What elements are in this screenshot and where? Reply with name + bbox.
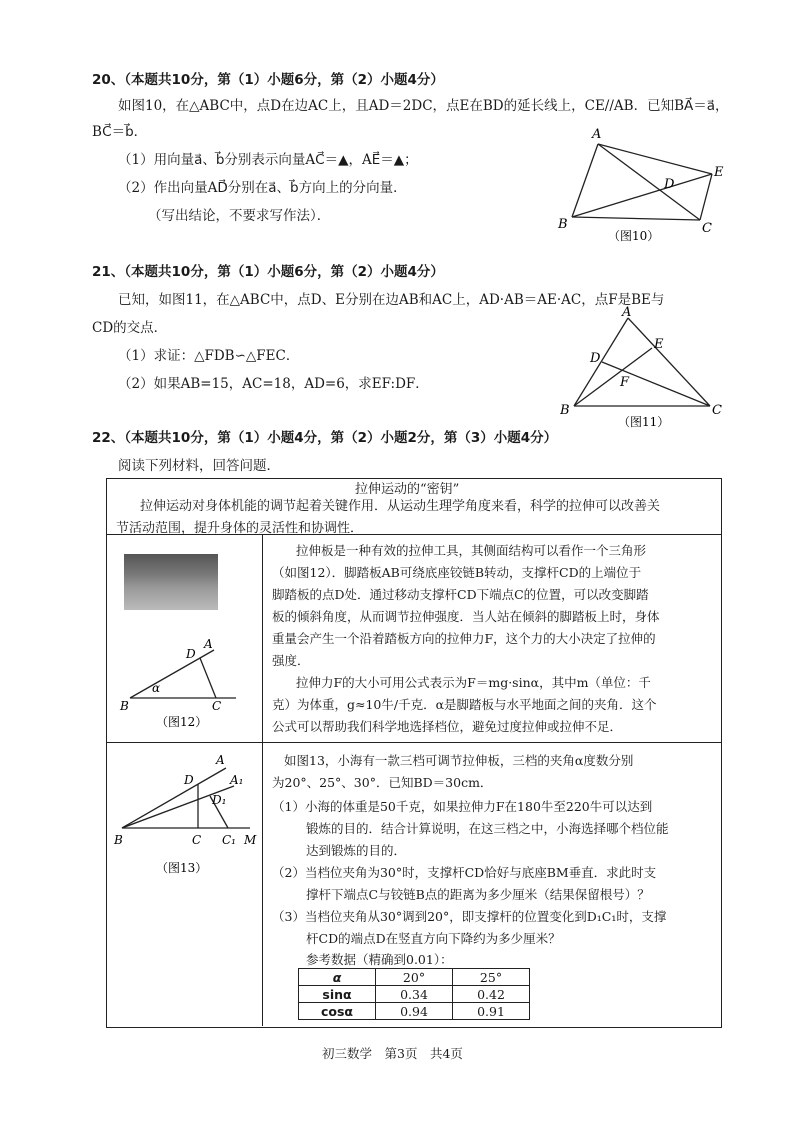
stretch-board-photo [124,554,218,610]
fig10-label-b: B [558,217,568,232]
fig12-label-alpha: α [152,681,161,695]
fig13-label-c: C [192,833,202,847]
fig11-label-a: A [622,306,632,320]
figure-10 [550,122,740,244]
fig13-label-d1: D₁ [212,793,227,807]
fig11-label-f: F [620,375,630,390]
fig13-description: 如图13，小海有一款三档可调节拉伸板，三档的夹角α度数分别 为20°、25°、30°．已知BD＝30cm． [272,753,634,790]
sub-question-3: （3）当档位夹角从30°调到20°，即支撑杆的位置变化到D₁C₁时，支撑 杆CD的端点D在竖直方向下降约为多少厘米？ [272,909,667,946]
sub-question-2: （2）当档位夹角为30°时，支撑杆CD恰好与底座BM垂直．求此时支 撑杆下端点C与铰链B点的距离为多少厘米（结果保留根号）？ [272,865,657,902]
fig10-caption: （图10） [608,229,660,243]
q20-line1: 如图10，在△ABC中，点D在边AC上，且AD＝2DC，点E在BD的延长线上，CE//AB．已知BA⃗＝a⃗， [118,98,729,114]
material-title: 拉伸运动的“密钥” [355,482,460,497]
fig13-label-a: A [216,753,225,767]
fig11-label-b: B [560,403,570,418]
q20-header: 20、（本题共10分，第（1）小题6分，第（2）小题4分） [92,72,444,88]
q20-part2-note: （写出结论，不要求写作法）． [148,208,331,224]
fig10-label-e: E [714,165,724,180]
table-row: α 20° 25° [299,969,530,986]
q21-part2: （2）如果AB=15，AC=18，AD=6，求EF:DF． [118,376,429,392]
fig10-label-c: C [702,221,712,236]
fig11-caption: （图11） [618,415,670,429]
fig12-caption: （图12） [156,715,208,729]
fig13-caption: （图13） [156,861,208,875]
sub-question-1: （1）小海的体重是50千克，如果拉伸力F在180牛至220牛可以达到 锻炼的目的．结合计算说明，在这三档之中，小海选择哪个档位能 达到锻炼的目的． [272,799,669,858]
fig12-label-a: A [204,637,213,651]
q22-header: 22、（本题共10分，第（1）小题4分，第（2）小题2分，第（3）小题4分） [92,430,558,446]
figure-12 [118,630,248,730]
material-lead: 拉伸运动对身体机能的调节起着关键作用．从运动生理学角度来看，科学的拉伸可以改善关 节活动范围，提升身体的灵活性和协调性． [116,499,661,536]
fig12-label-d: D [186,647,196,661]
fig13-label-d: D [184,773,194,787]
fig13-label-a1: A₁ [230,773,244,787]
table-row: sinα 0.34 0.42 [299,986,530,1003]
fig12-label-c: C [212,699,222,713]
fig13-label-c1: C₁ [222,833,236,847]
fig13-label-m: M [244,833,257,847]
q21-line1: 已知，如图11，在△ABC中，点D、E分别在边AB和AC上，AD·AB＝AE·AC，点F是BE与 [118,292,665,308]
q20-part1: （1）用向量a⃗、b⃗分别表示向量AC⃗＝▲，AE⃗＝▲； [118,152,418,168]
table-row: cosα 0.94 0.91 [299,1003,530,1020]
q21-header: 21、（本题共10分，第（1）小题6分，第（2）小题4分） [92,264,444,280]
q21-part1: （1）求证：△FDB∽△FEC． [118,348,300,364]
q20-line2: BC⃗＝b⃗． [92,124,148,140]
fig11-label-c: C [712,403,722,418]
page-footer: 初三数学 第3页 共4页 [322,1046,463,1061]
figure-13 [112,752,262,892]
fig12-label-b: B [120,699,129,713]
ref-label: 参考数据（精确到0.01）： [306,952,453,967]
fig12-description: 拉伸板是一种有效的拉伸工具，其侧面结构可以看作一个三角形 （如图12）．脚踏板AB可绕底座铰链B转动，支撑杆CD的上端位于 脚踏板的点D处．通过移动支撑杆CD下端点C的位置，可以改变脚踏 板的倾斜角度，从而调节拉伸强度．当人站在倾斜的脚踏板上时，身体 重量会产生一个沿着踏板方向的拉伸力F，这个力的大小决定了拉伸的 强度． 拉伸力F的大小可用公式表示为F＝mg·sinα，其中m（单位：千 克）为体重，g≈10牛/千克．α是脚踏板与水平地面之间的夹角．这个 公式可以帮助我们科学地选择档位，避免过度拉伸或拉伸不足． [272,543,660,734]
fig11-label-e: E [654,337,664,352]
fig11-label-d: D [590,351,601,366]
fig13-label-b: B [114,833,123,847]
q21-line2: CD的交点． [92,320,168,336]
q22-intro: 阅读下列材料，回答问题． [118,458,280,474]
reference-table [298,968,530,1020]
fig10-label-a: A [592,127,602,142]
fig10-label-d: D [664,177,675,192]
q20-part2: （2）作出向量AD⃗分别在a⃗、b⃗方向上的分向量． [118,180,407,196]
figure-11 [560,306,740,430]
